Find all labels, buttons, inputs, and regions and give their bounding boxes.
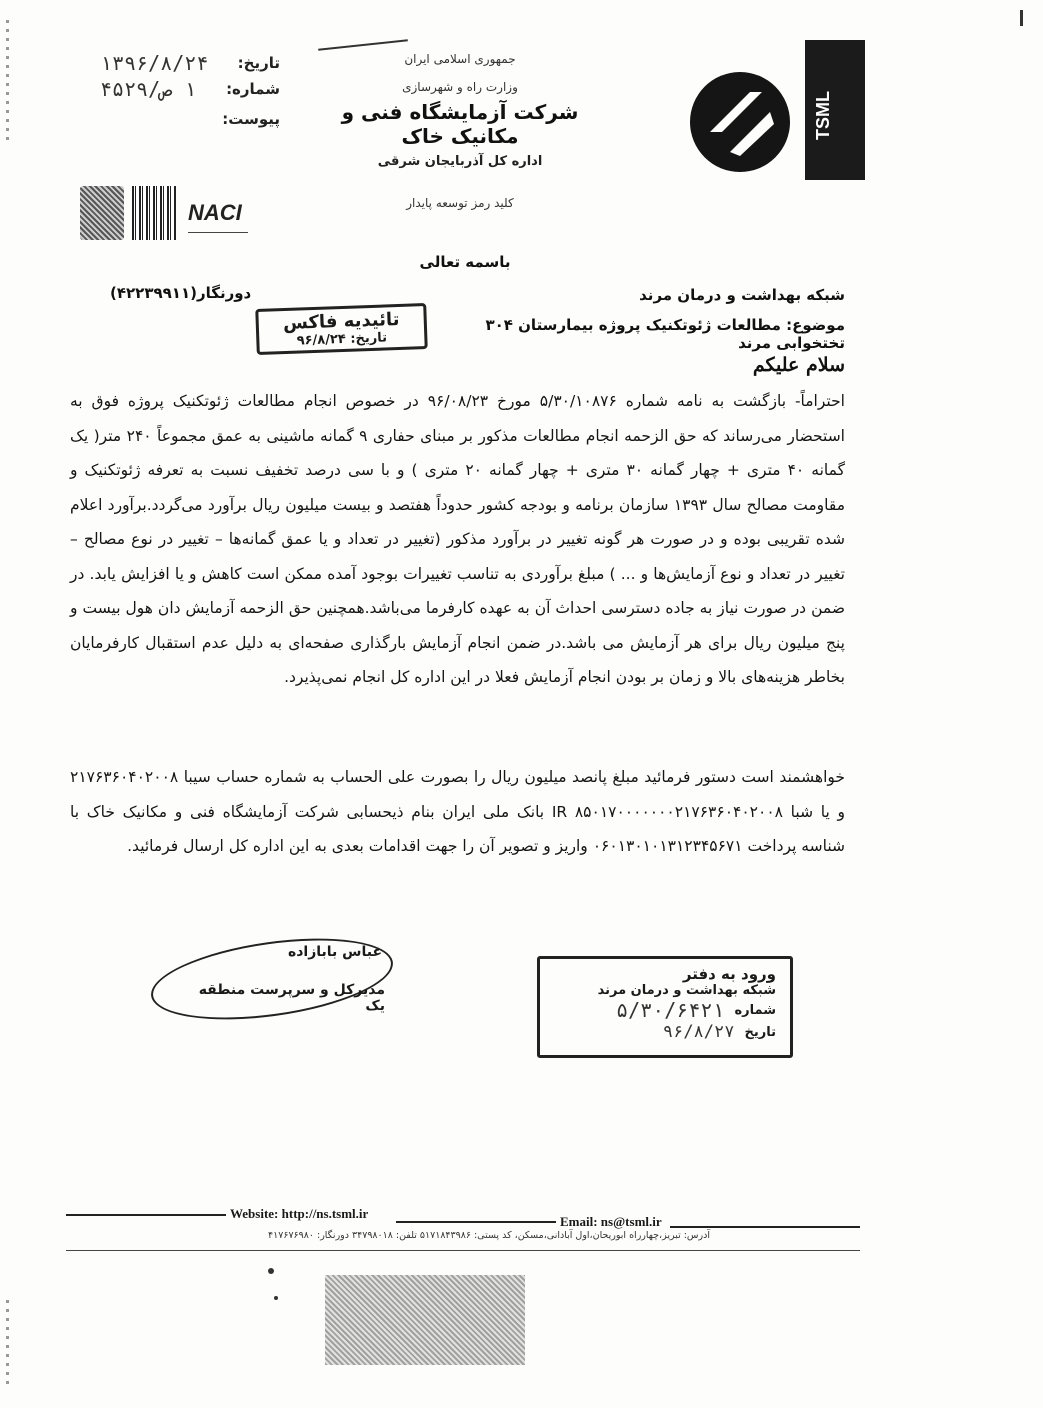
naci-logo: NACI xyxy=(188,200,242,225)
company-name: شرکت آزمایشگاه فنی و مکانیک خاک xyxy=(341,100,579,148)
body-paragraph-1: احتراماً- بازگشت به نامه شماره ۵/۳۰/۱۰۸۷۶ مورخ ۹۶/۰۸/۲۳ در خصوص انجام مطالعات ژئوتکنیک پروژه فوق به استحضار می‌رساند که حق الزحمه انجام مطالعات مذکور بر مبنای حفاری ۹ گمانه ماشینی به عمق مجموعاً ۲۴۰ متر( یک گمانه ۴۰ متری + چهار گمانه ۳۰ متری + چهار گمانه ۲۰ متری ) و با سی درصد تخفیف نسبت به تعرفه ژئوتکنیک و مقاومت مصالح سال ۱۳۹۳ سازمان برنامه و بودجه کشور حدوداً هفتصد و بیست میلیون ریال برآورد می‌گردد.برآورد اعلام شده تقریبی بوده و در صورت هر گونه تغییر در برآورد مذکور (تغییر در تعداد و یا عمق گمانه‌ها – تغییر در نوع مصالح – تغییر در تعداد و نوع آزمایش‌ها و ... ) مبلغ برآوردی به تناسب تغییرات بوجود آمده ممکن است کاهش و یا افزایش یابد. در ضمن در صورت نیاز به جاده دسترسی احداث آن به عهده کارفرما می‌باشد.همچنین حق الزحمه آزمایش دان هول بیست و پنج میلیون ریال برای هر آزمایش می باشد.در ضمن انجام آزمایش بارگذاری صفحه‌ای به دلیل عدم استقبال کارفرمایان بخاطر هزینه‌های بالا و زمان بر بودن انجام آزمایش فعلا در این اداره کل انجام نمی‌پذیرد. xyxy=(70,392,846,686)
body-paragraph-2: خواهشمند است دستور فرمائید مبلغ پانصد میلیون ریال را بصورت علی الحساب به شماره حساب سیبا ۲۱۷۶۳۶۰۴۰۲۰۰۸ و یا شبا IR ۸۵۰۱۷۰۰۰۰۰۰۰۲۱۷۶۳۶۰۴۰۲۰۰۸ بانک ملی ایران بنام ذیحسابی شرکت آزمایشگاه فنی و مکانیک خاک با شناسه پرداخت ۰۶۰۱۳۰۱۰۱۳۱۲۳۴۵۶۷۱ واریز و تصویر آن را جهت اقدامات بعدی به این اداره کل ارسال فرمائید. xyxy=(70,768,845,855)
greeting: سلام علیکم xyxy=(752,354,845,376)
department-name: اداره کل آذربایجان شرقی xyxy=(377,154,543,169)
margin-marks xyxy=(6,20,9,140)
tsml-logo xyxy=(805,40,865,180)
bismillah: باسمه تعالی xyxy=(419,253,511,271)
footer-divider xyxy=(66,1250,860,1251)
company-logo-icon xyxy=(690,72,790,172)
received-date-label: تاریخ xyxy=(744,1024,776,1040)
footer-rule-right xyxy=(670,1226,860,1228)
recipient: شبکه بهداشت و درمان مرند xyxy=(639,286,845,304)
received-stamp-org: شبکه بهداشت و درمان مرند xyxy=(597,983,776,998)
fax-number: دورنگار(۴۲۲۳۹۹۱۱) xyxy=(110,284,252,302)
ministry-line: وزارت راه و شهرسازی xyxy=(402,80,518,94)
signatory-title: مدیرکل و سرپرست منطقه یک xyxy=(198,982,385,1014)
certificate-seal-icon xyxy=(80,186,124,240)
footer-rule-left xyxy=(66,1214,226,1216)
letterhead xyxy=(330,52,590,169)
subject-line: موضوع: مطالعات ژئوتکنیک پروژه بیمارستان ۳۰۴ تختخوابی مرند xyxy=(485,316,845,352)
received-number-label: شماره xyxy=(734,1002,776,1018)
date-label: تاریخ: xyxy=(237,54,280,72)
qr-code-icon xyxy=(132,186,176,240)
received-date-value: ۹۶/۸/۲۷ xyxy=(662,1022,735,1042)
margin-marks xyxy=(6,1300,9,1390)
number-value: ۱ ص/۴۵۲۹ xyxy=(100,77,197,101)
signature-scribble xyxy=(146,925,398,1032)
number-label: شماره: xyxy=(226,80,280,98)
republic-line: جمهوری اسلامی ایران xyxy=(404,52,516,66)
fax-confirmation-stamp xyxy=(255,303,428,355)
fax-stamp-date: تاریخ: ۹۶/۸/۲۴ xyxy=(296,330,388,349)
naci-underline xyxy=(188,232,248,233)
scan-mark xyxy=(274,1296,278,1300)
scan-mark xyxy=(318,39,408,50)
fax-stamp-title: تائیدیه فاکس xyxy=(282,308,400,335)
footer-address: آدرس: تبریز،چهارراه ابوریحان،اول آبادانی،مسکن، کد پستی: ۵۱۷۱۸۴۳۹۸۶ تلفن: ۳۴۷۹۸۰۱۸ دورنگار: ۴۱۷۶۷۶۹۸۰ xyxy=(268,1230,710,1241)
signatory-name: عباس بابازاده xyxy=(287,944,383,960)
scan-mark xyxy=(268,1268,274,1274)
slogan: کلید رمز توسعه پایدار xyxy=(406,196,514,210)
date-value: ۱۳۹۶/۸/۲۴ xyxy=(100,51,209,75)
received-number-value: ۵/۳۰/۶۴۲۱ xyxy=(616,998,725,1022)
footer-rule-mid xyxy=(396,1221,556,1223)
scan-mark xyxy=(1020,10,1023,26)
attachment-label: پیوست: xyxy=(222,110,280,128)
received-stamp-title: ورود به دفتر xyxy=(682,965,776,983)
footer-website: Website: http://ns.tsml.ir xyxy=(230,1206,369,1221)
footer-email: Email: ns@tsml.ir xyxy=(560,1214,662,1229)
header-meta xyxy=(100,50,280,136)
received-stamp xyxy=(537,956,793,1058)
scanned-stamp-image xyxy=(325,1275,525,1365)
tsml-logo-text: TSML xyxy=(813,91,833,140)
